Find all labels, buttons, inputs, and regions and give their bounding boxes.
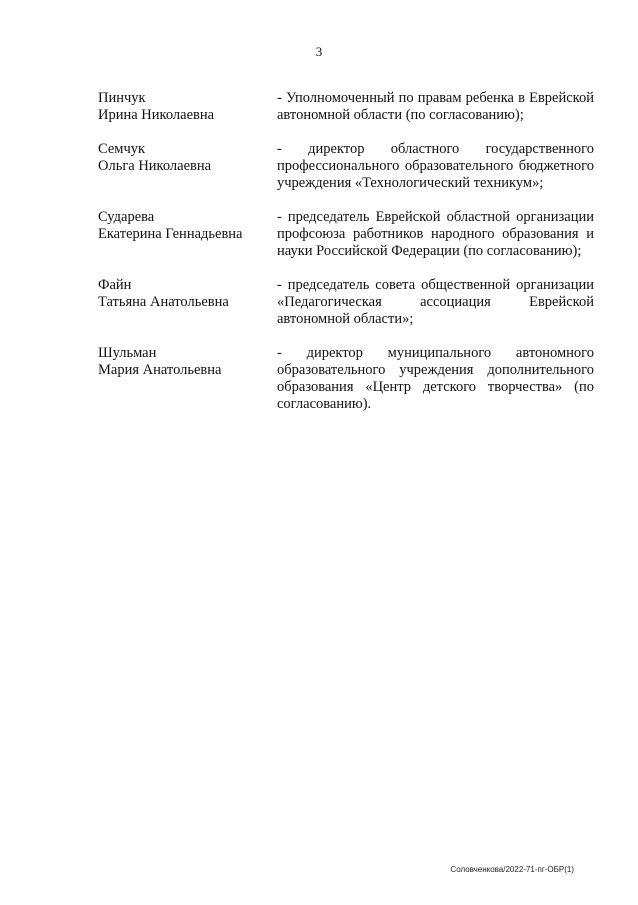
member-given-name: Екатерина Геннадьевна — [98, 226, 243, 242]
member-role: - директор муниципального автономного образовательного учреждения дополнительного образования «Центр детского творчества» (по согласованию). — [277, 345, 594, 412]
member-entry — [98, 141, 594, 192]
member-given-name: Ирина Николаевна — [98, 107, 215, 123]
member-surname: Пинчук — [98, 90, 146, 106]
member-role: - председатель Еврейской областной организации профсоюза работников народного образования и науки Российской Федерации (по согласованию); — [277, 209, 594, 259]
member-name — [98, 209, 277, 260]
member-name — [98, 277, 277, 328]
document-footer-code: Соловченкова/2022-71-пг-ОБР(1) — [450, 865, 574, 874]
member-surname: Файн — [98, 277, 132, 293]
member-given-name: Мария Анатольевна — [98, 362, 222, 378]
member-entry — [98, 90, 594, 124]
member-surname: Сударева — [98, 209, 155, 225]
member-surname: Семчук — [98, 141, 146, 157]
member-name — [98, 345, 277, 413]
member-role: - Уполномоченный по правам ребенка в Еврейской автономной области (по согласованию); — [277, 90, 594, 123]
member-entry — [98, 345, 594, 413]
member-entry — [98, 209, 594, 260]
member-role: - председатель совета общественной организации «Педагогическая ассоциация Еврейской автономной области»; — [277, 277, 594, 327]
member-role: - директор областного государственного профессионального образовательного бюджетного учреждения «Технологический техникум»; — [277, 141, 594, 191]
page-number: 3 — [315, 44, 323, 59]
member-entry — [98, 277, 594, 328]
member-given-name: Ольга Николаевна — [98, 158, 212, 174]
member-list — [98, 90, 594, 430]
member-surname: Шульман — [98, 345, 157, 361]
member-name — [98, 141, 277, 192]
member-name — [98, 90, 277, 124]
member-given-name: Татьяна Анатольевна — [98, 294, 229, 310]
